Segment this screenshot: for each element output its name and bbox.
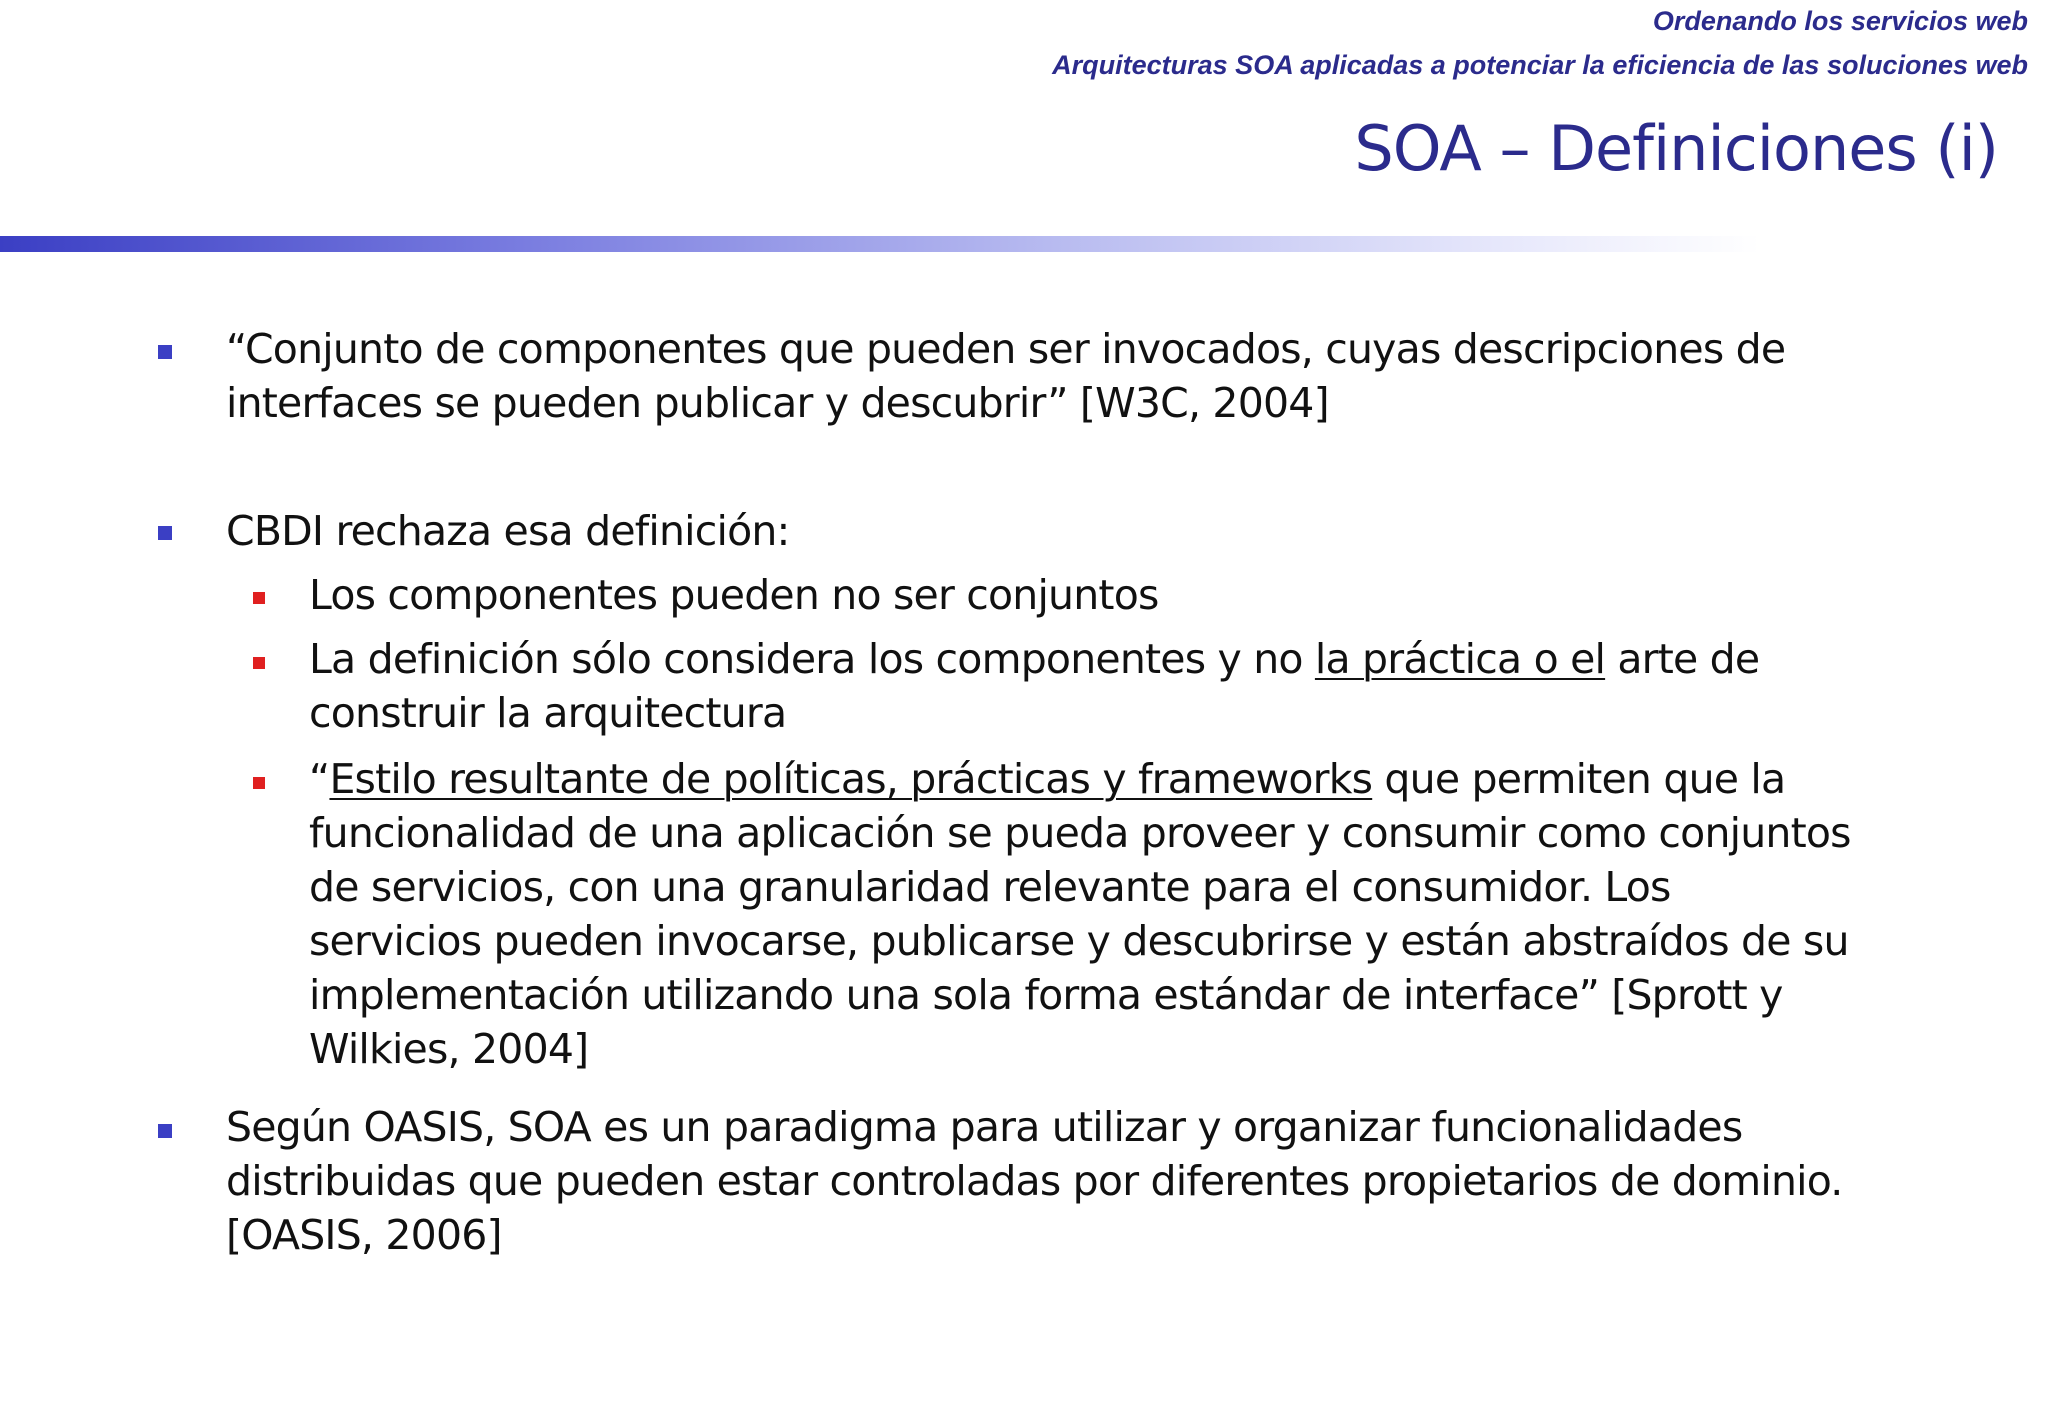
bullet-marker (158, 345, 172, 359)
text-line: “Conjunto de componentes que pueden ser invocados, cuyas descripciones de (226, 325, 1786, 373)
text-line (309, 752, 1851, 806)
underlined-text: la práctica o el (1314, 635, 1606, 683)
text-line: interfaces se pueden publicar y descubrir” [W3C, 2004] (226, 379, 1329, 427)
sub-bullet-components: Los componentes pueden no ser conjuntos (309, 571, 1159, 619)
bullet-marker (158, 1124, 172, 1138)
sub-bullet-style-definition (309, 752, 1851, 1076)
text-fragment: La definición sólo considera los componentes y no (309, 635, 1315, 683)
sub-bullet-practice (309, 632, 1759, 740)
bullet-w3c-definition (226, 322, 1785, 430)
text-line: funcionalidad de una aplicación se pueda proveer y consumir como conjuntos (309, 809, 1851, 857)
sub-bullet-marker (253, 657, 265, 669)
text-line (309, 632, 1759, 686)
sub-bullet-marker (253, 592, 265, 604)
bullet-oasis-definition (226, 1100, 1843, 1262)
text-line: implementación utilizando una sola forma estándar de interface” [Sprott y (309, 971, 1783, 1019)
slide-title: SOA – Definiciones (i) (1354, 112, 1998, 185)
text-fragment: “ (309, 755, 330, 803)
bullet-marker (158, 526, 172, 540)
bullet-cbdi: CBDI rechaza esa definición: (226, 507, 790, 555)
text-line: [OASIS, 2006] (226, 1211, 502, 1259)
text-line: Wilkies, 2004] (309, 1025, 589, 1073)
course-title: Ordenando los servicios web (1652, 6, 2028, 36)
text-fragment: que permiten que la (1372, 755, 1786, 803)
text-line: servicios pueden invocarse, publicarse y descubrirse y están abstraídos de su (309, 917, 1849, 965)
presentation-subtitle: Arquitecturas SOA aplicadas a potenciar la eficiencia de las soluciones web (1052, 50, 2028, 80)
underlined-text: Estilo resultante de políticas, prácticas y frameworks (329, 755, 1373, 803)
title-divider (0, 236, 1760, 252)
text-line: construir la arquitectura (309, 689, 787, 737)
sub-bullet-marker (253, 777, 265, 789)
text-line: Según OASIS, SOA es un paradigma para utilizar y organizar funcionalidades (226, 1103, 1743, 1151)
text-line: distribuidas que pueden estar controladas por diferentes propietarios de dominio. (226, 1157, 1843, 1205)
text-fragment: arte de (1605, 635, 1760, 683)
text-line: de servicios, con una granularidad relevante para el consumidor. Los (309, 863, 1671, 911)
